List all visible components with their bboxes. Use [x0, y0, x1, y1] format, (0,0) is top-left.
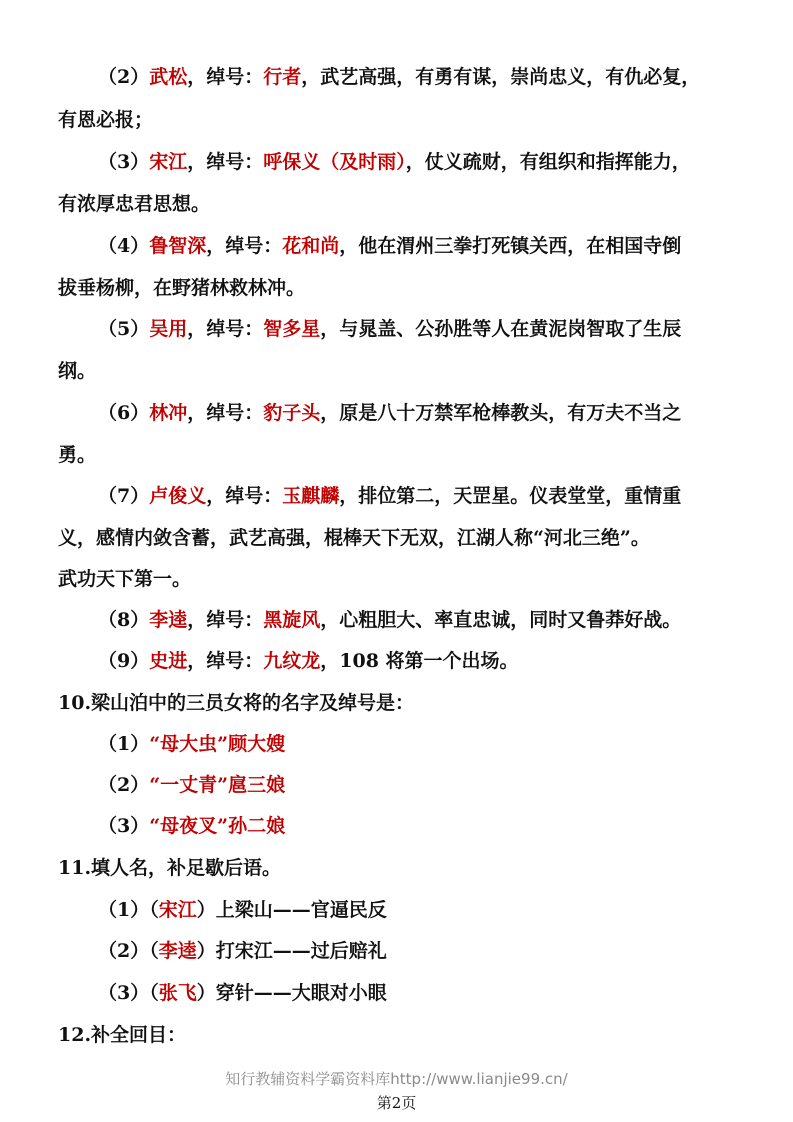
- item-line: [98, 648, 788, 674]
- description: 义，感情内敛含蓄，武艺高强，棍棒天下无双，江湖人称“河北三绝”。: [58, 527, 650, 549]
- item-number: （9）: [98, 650, 150, 672]
- page-number: 第2页: [376, 1094, 417, 1112]
- answer-name: 张飞: [158, 982, 197, 1004]
- nickname-label: ，绰号：: [187, 609, 264, 631]
- nickname: 智多星: [263, 318, 321, 340]
- nickname-label: ，绰号：: [187, 402, 264, 424]
- description: 有浓厚忠君思想。: [58, 193, 211, 215]
- item-line-continued: [58, 525, 748, 551]
- question-title: 12.补全回目：: [58, 1024, 187, 1046]
- item-number: （5）: [98, 318, 150, 340]
- character-name: 林冲: [149, 402, 188, 424]
- nickname-label: ，绰号：: [187, 318, 264, 340]
- nickname: 豹子头: [263, 402, 321, 424]
- item-number: （1）: [98, 899, 150, 921]
- nickname: 呼保义（及时雨）: [263, 151, 406, 173]
- description: ，排位第二，天罡星。仪表堂堂，重情重: [339, 485, 682, 507]
- description: ，武艺高强，有勇有谋，崇尚忠义，有仇必复，: [301, 66, 701, 88]
- nickname-label: ，绰号：: [206, 235, 283, 257]
- answer-line: [98, 980, 788, 1006]
- description: 武功天下第一。: [58, 568, 192, 590]
- description: 勇。: [58, 444, 97, 466]
- character-name: 卢俊义: [149, 485, 207, 507]
- answer-line: [98, 731, 788, 757]
- item-line-continued: [58, 107, 748, 133]
- answer-text: ）穿针——大眼对小眼: [196, 982, 387, 1004]
- answer-name: 李逵: [158, 940, 197, 962]
- item-number: （3）: [98, 982, 150, 1004]
- item-line-continued: [58, 275, 748, 301]
- bracket: （: [149, 982, 159, 1004]
- description: ，108 将第一个出场。: [320, 650, 519, 672]
- item-number: （8）: [98, 609, 150, 631]
- nickname: 花和尚: [282, 235, 340, 257]
- item-line-continued: [58, 442, 748, 468]
- nickname-label: ，绰号：: [187, 66, 264, 88]
- answer-text: ）打宋江——过后赔礼: [196, 940, 387, 962]
- footer-watermark: 知行教辅资料学霸资料库http://www.lianjie99.cn/: [225, 1070, 568, 1088]
- nickname-label: ，绰号：: [187, 151, 264, 173]
- description: ，与晁盖、公孙胜等人在黄泥岗智取了生辰: [320, 318, 682, 340]
- bracket: （: [149, 940, 159, 962]
- item-number: （2）: [98, 940, 150, 962]
- item-number: （3）: [98, 151, 150, 173]
- item-line: [98, 149, 788, 175]
- item-line-continued: [58, 566, 748, 592]
- question-title: 11.填人名，补足歇后语。: [58, 857, 282, 879]
- character-name: 吴用: [149, 318, 188, 340]
- character-name: 史进: [149, 650, 188, 672]
- item-number: （6）: [98, 402, 150, 424]
- description: ，心粗胆大、率直忠诚，同时又鲁莽好战。: [320, 609, 682, 631]
- item-number: （2）: [98, 66, 150, 88]
- nickname: 九纹龙: [263, 650, 321, 672]
- item-line: [98, 483, 788, 509]
- item-line: [98, 316, 788, 342]
- description: 纲。: [58, 360, 97, 382]
- item-line: [98, 607, 788, 633]
- character-name: 鲁智深: [149, 235, 207, 257]
- answer-text: “母夜叉”孙二娘: [149, 815, 286, 837]
- description: 拔垂杨柳，在野猪林救林冲。: [58, 277, 306, 299]
- answer-name: 宋江: [158, 899, 197, 921]
- nickname-label: ，绰号：: [206, 485, 283, 507]
- answer-text: ）上梁山——官逼民反: [196, 899, 387, 921]
- answer-line: [98, 813, 788, 839]
- item-number: （1）: [98, 733, 150, 755]
- item-number: （7）: [98, 485, 150, 507]
- answer-text: “母大虫”顾大嫂: [149, 733, 286, 755]
- item-number: （4）: [98, 235, 150, 257]
- question-title: 10.梁山泊中的三员女将的名字及绰号是：: [58, 692, 415, 714]
- description: ，他在渭州三拳打死镇关西，在相国寺倒: [339, 235, 682, 257]
- item-number: （3）: [98, 815, 150, 837]
- item-number: （2）: [98, 774, 150, 796]
- description: ，仗义疏财，有组织和指挥能力，: [405, 151, 691, 173]
- answer-line: [98, 897, 788, 923]
- nickname: 行者: [263, 66, 302, 88]
- character-name: 武松: [149, 66, 188, 88]
- character-name: 李逵: [149, 609, 188, 631]
- nickname: 玉麒麟: [282, 485, 340, 507]
- answer-line: [98, 938, 788, 964]
- item-line-continued: [58, 191, 748, 217]
- description: 有恩必报；: [58, 109, 154, 131]
- item-line-continued: [58, 358, 748, 384]
- answer-line: [98, 772, 788, 798]
- item-line: [98, 233, 788, 259]
- item-line: [98, 400, 788, 426]
- bracket: （: [149, 899, 159, 921]
- description: ，原是八十万禁军枪棒教头，有万夫不当之: [320, 402, 682, 424]
- nickname: 黑旋风: [263, 609, 321, 631]
- character-name: 宋江: [149, 151, 188, 173]
- item-line: [98, 64, 788, 90]
- answer-text: “一丈青”扈三娘: [149, 774, 286, 796]
- nickname-label: ，绰号：: [187, 650, 264, 672]
